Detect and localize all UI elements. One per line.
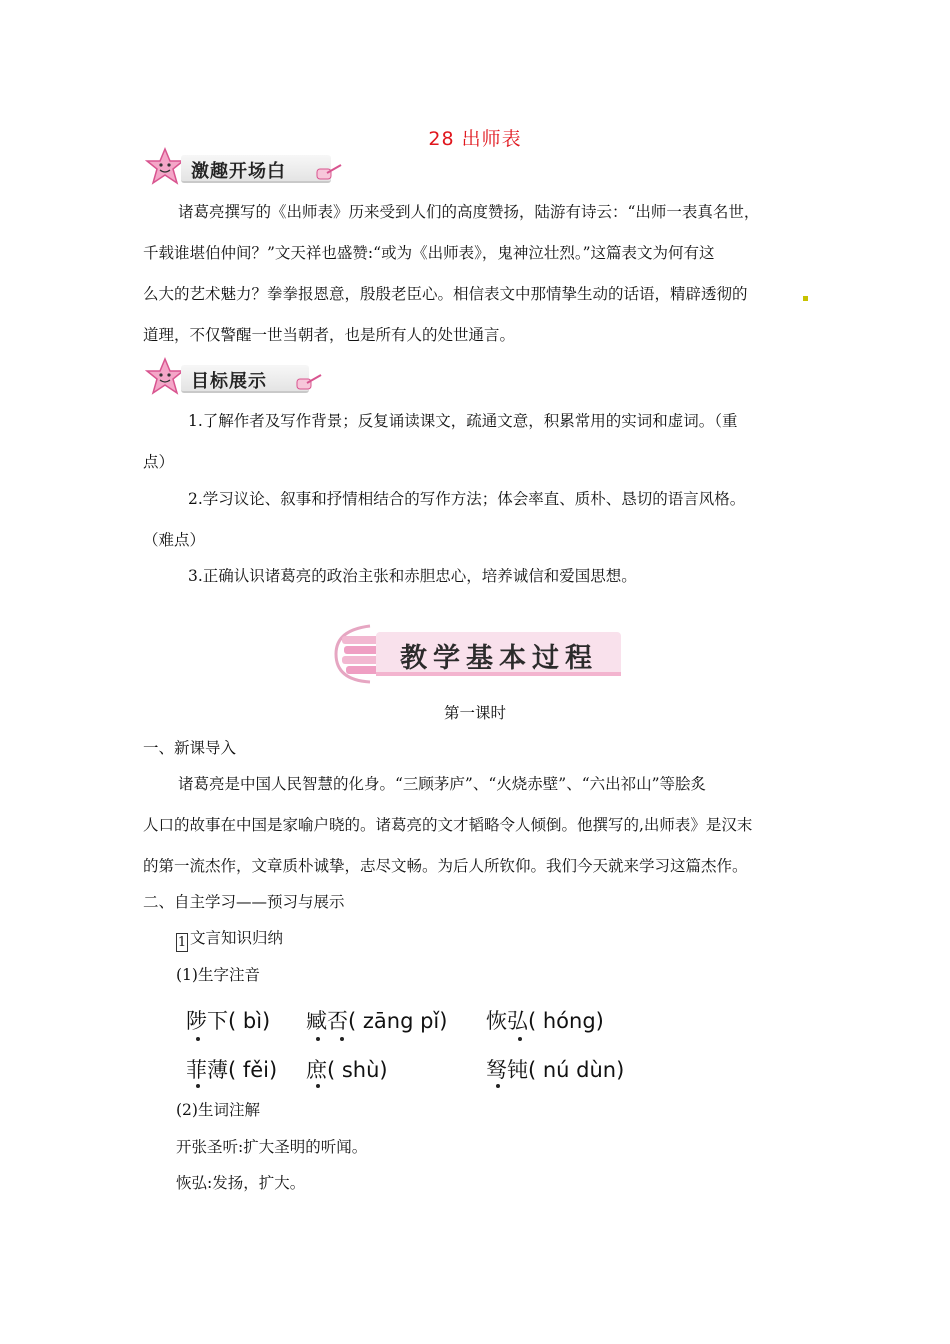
subheading-pronunciation: (1)生字注音 xyxy=(176,966,260,984)
pinyin-chars: 臧否 xyxy=(306,1009,348,1033)
pinyin-reading: ( bì) xyxy=(228,1009,271,1033)
pinyin-reading: ( shù) xyxy=(327,1058,388,1082)
emphasis-dot xyxy=(340,1037,344,1041)
part2-heading: 二、自主学习——预习与展示 xyxy=(143,893,345,911)
process-banner xyxy=(330,620,625,688)
pen-hand-icon xyxy=(293,371,323,395)
page-title: 28 出师表 xyxy=(428,128,522,150)
section-banner-label: 目标展示 xyxy=(191,371,267,392)
pinyin-chars: 恢弘 xyxy=(486,1009,528,1033)
pinyin-reading: ( hóng) xyxy=(528,1009,604,1033)
part1-heading: 一、新课导入 xyxy=(143,739,237,757)
yellow-mark xyxy=(803,296,808,301)
pinyin-entry xyxy=(186,1054,277,1084)
pinyin-entry xyxy=(306,1005,447,1035)
pinyin-entry xyxy=(486,1054,624,1084)
section-banner-intro xyxy=(143,147,343,187)
pinyin-reading: ( nú dùn) xyxy=(528,1058,625,1082)
number-box: 1 xyxy=(177,935,187,950)
emphasis-dot xyxy=(196,1084,200,1088)
process-banner-label: 教学基本过程 xyxy=(400,643,598,674)
emphasis-dot xyxy=(518,1037,522,1041)
pinyin-entry xyxy=(486,1005,604,1035)
intro-line: 诸葛亮撰写的《出师表》历来受到人们的高度赞扬，陆游有诗云：“出师一表真名世， xyxy=(178,203,760,221)
knowledge-item xyxy=(176,928,283,952)
part1-line: 的第一流杰作，文章质朴诚挚，志尽文畅。为后人所钦仰。我们今天就来学习这篇杰作。 xyxy=(143,857,748,875)
pinyin-reading: ( zāng pǐ) xyxy=(348,1009,448,1033)
part1-line: 人口的故事在中国是家喻户晓的。诸葛亮的文才韬略令人倾倒。他撰写的,出师表》是汉末 xyxy=(143,816,753,834)
lesson-heading: 第一课时 xyxy=(443,704,506,722)
emphasis-dot xyxy=(496,1084,500,1088)
goal-line: 1.了解作者及写作背景；反复诵读课文，疏通文意，积累常用的实词和虚词。（重 xyxy=(188,412,738,430)
pinyin-entry xyxy=(186,1005,270,1035)
vocab-line: 恢弘:发扬，扩大。 xyxy=(176,1174,306,1192)
pinyin-chars: 菲薄 xyxy=(186,1058,228,1082)
knowledge-item-label: 文言知识归纳 xyxy=(190,929,284,947)
emphasis-dot xyxy=(316,1084,320,1088)
goal-line: 3.正确认识诸葛亮的政治主张和赤胆忠心，培养诚信和爱国思想。 xyxy=(188,567,637,585)
subheading-vocab: (2)生词注解 xyxy=(176,1101,260,1119)
pinyin-chars: 庶 xyxy=(306,1058,327,1082)
pinyin-chars: 陟下 xyxy=(186,1009,228,1033)
vocab-line: 开张圣听:扩大圣明的听闻。 xyxy=(176,1138,368,1156)
pinyin-entry xyxy=(306,1054,388,1084)
intro-line: 道理，不仅警醒一世当朝者，也是所有人的处世通言。 xyxy=(143,326,516,344)
section-banner-label: 激趣开场白 xyxy=(191,161,286,182)
pen-hand-icon xyxy=(313,161,343,185)
goal-line: 点） xyxy=(143,453,175,471)
goal-line: （难点） xyxy=(143,531,206,549)
part1-line: 诸葛亮是中国人民智慧的化身。“三顾茅庐”、“火烧赤壁”、“六出祁山”等脍炙 xyxy=(178,775,707,793)
intro-line: 么大的艺术魅力？拳拳报恩意，殷殷老臣心。相信表文中那情挚生动的话语，精辟透彻的 xyxy=(143,285,748,303)
pinyin-reading: ( fěi) xyxy=(228,1058,278,1082)
emphasis-dot xyxy=(316,1037,320,1041)
emphasis-dot xyxy=(196,1037,200,1041)
section-banner-goals xyxy=(143,357,323,397)
goal-line: 2.学习议论、叙事和抒情相结合的写作方法；体会率直、质朴、恳切的语言风格。 xyxy=(188,490,746,508)
pinyin-chars: 驽钝 xyxy=(486,1058,528,1082)
intro-line: 千载谁堪伯仲间？”文天祥也盛赞:“或为《出师表》，鬼神泣壮烈。”这篇表文为何有这 xyxy=(143,244,715,262)
